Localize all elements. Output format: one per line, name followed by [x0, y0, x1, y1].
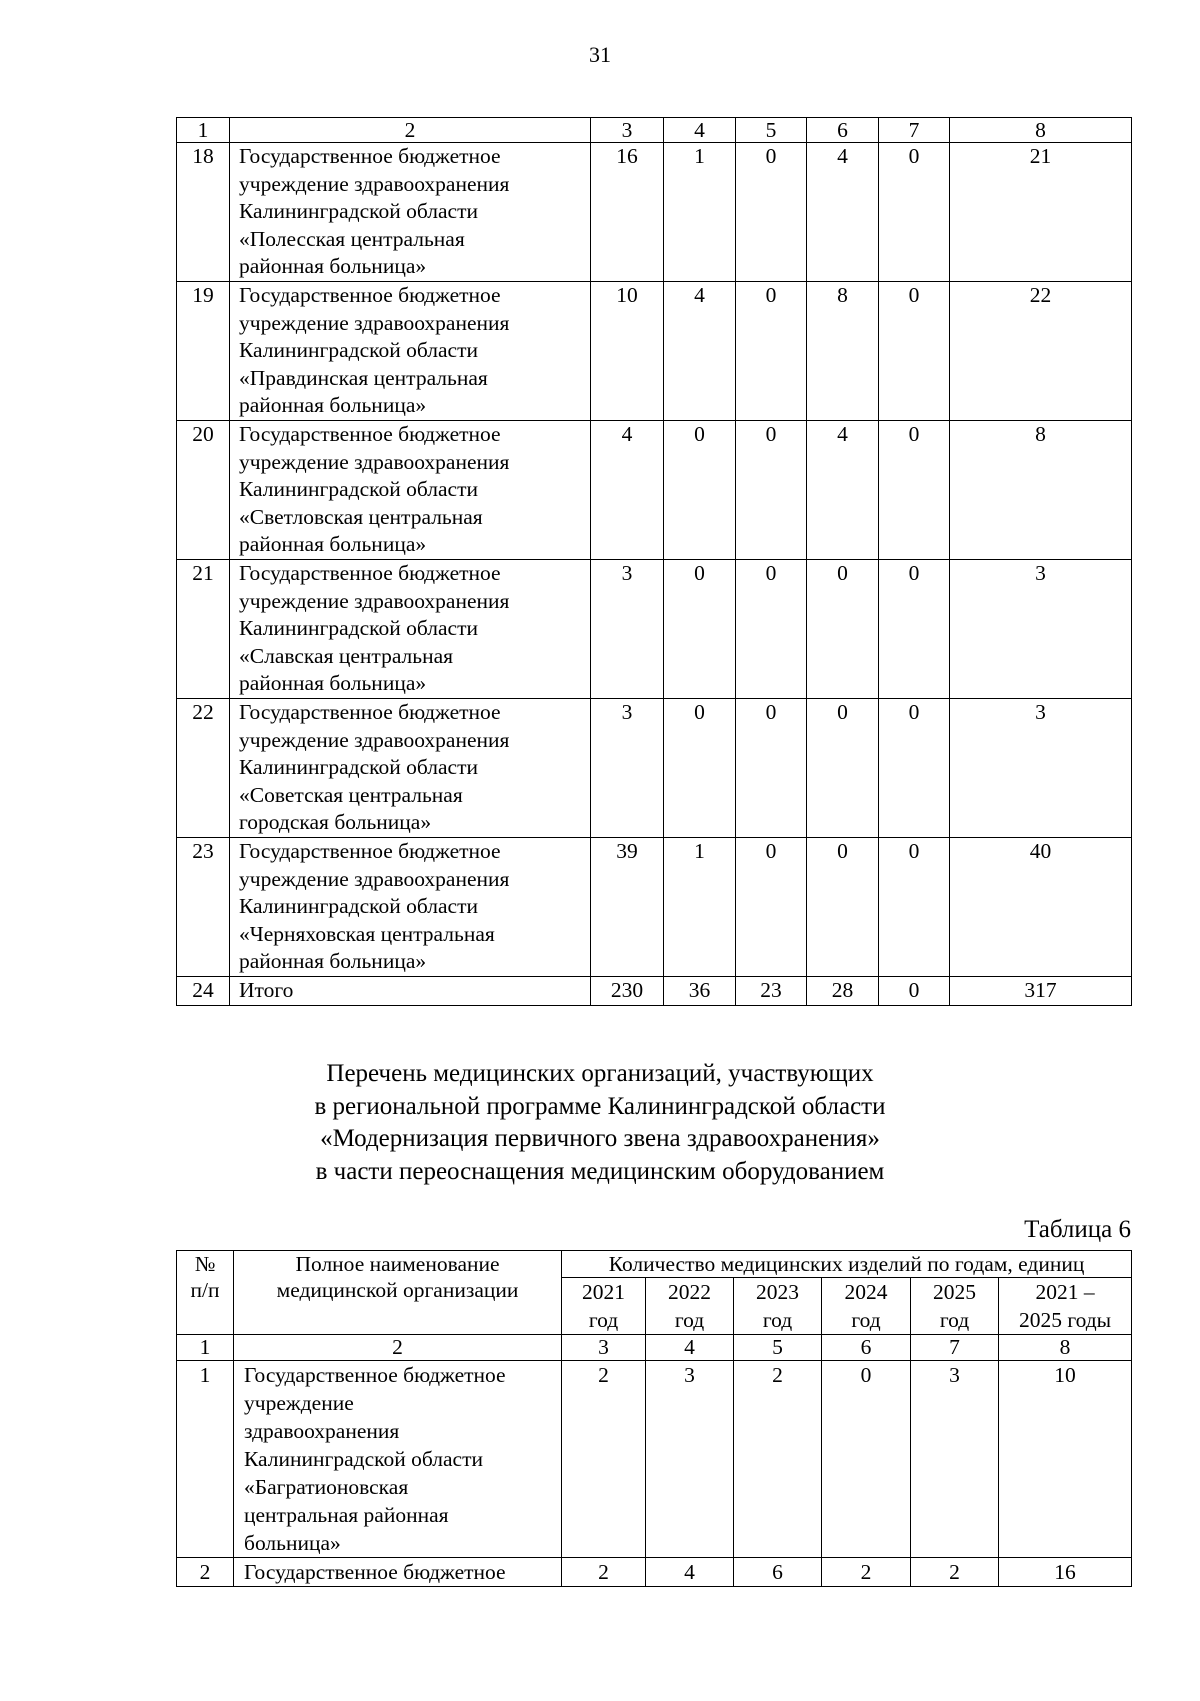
value-cell: 0: [664, 699, 736, 838]
value-cell: 3: [591, 560, 664, 699]
name-line: районная больница»: [239, 532, 427, 556]
name-line: учреждение здравоохранения: [239, 310, 510, 335]
header-org-name: [234, 1251, 562, 1335]
total-cell: 40: [950, 838, 1132, 977]
table-row: [177, 699, 1132, 838]
value-cell: 23: [736, 977, 807, 1006]
name-line: Государственное бюджетное: [239, 144, 501, 168]
name-line: «Черняховская центральная: [239, 921, 495, 946]
name-line: городская больница»: [239, 810, 432, 834]
name-line: учреждение здравоохранения: [239, 727, 510, 752]
value-cell: 0: [736, 838, 807, 977]
table-6-label: Таблица 6: [1024, 1216, 1131, 1243]
value-cell: 0: [736, 421, 807, 560]
row-number: 2: [177, 1558, 234, 1587]
row-number: 24: [177, 977, 230, 1006]
total-cell: 22: [950, 282, 1132, 421]
name-line: больница»: [244, 1531, 341, 1555]
value-cell: 4: [807, 421, 879, 560]
column-number: 7: [879, 118, 950, 143]
value-cell: 2: [562, 1558, 646, 1587]
value-cell: 0: [879, 838, 950, 977]
table-row: [177, 1558, 1132, 1587]
row-number: 22: [177, 699, 230, 838]
header-line: Полное наименование: [295, 1252, 500, 1276]
value-cell: 0: [736, 699, 807, 838]
heading-line: в части переоснащения медицинским оборудованием: [315, 1157, 885, 1185]
year-top: 2021 –: [1035, 1280, 1095, 1304]
year-top: 2025: [933, 1280, 976, 1304]
value-cell: 0: [822, 1361, 911, 1558]
organization-name: [230, 838, 591, 977]
total-label: Итого: [230, 977, 591, 1006]
year-top: 2022: [668, 1280, 711, 1304]
name-line: Калининградской области: [239, 199, 478, 223]
header-number: [177, 1251, 234, 1335]
table-row: [177, 282, 1132, 421]
name-line: Калининградской области: [239, 616, 478, 640]
header-row-1: [177, 1251, 1132, 1278]
column-number: 3: [591, 118, 664, 143]
organization-name: [230, 143, 591, 282]
column-number: 1: [177, 118, 230, 143]
column-number: 7: [911, 1335, 999, 1361]
name-line: учреждение: [244, 1391, 354, 1415]
row-number: 1: [177, 1361, 234, 1558]
name-line: Калининградской области: [244, 1447, 483, 1471]
name-line: Государственное бюджетное: [239, 283, 501, 307]
total-cell: 10: [999, 1361, 1132, 1558]
value-cell: 36: [664, 977, 736, 1006]
year-top: 2024: [844, 1280, 888, 1304]
year-top: 2023: [756, 1280, 799, 1304]
heading-line: Перечень медицинских организаций, участвующих: [326, 1060, 874, 1087]
value-cell: 0: [807, 838, 879, 977]
table-row: [177, 838, 1132, 977]
value-cell: 2: [911, 1558, 999, 1587]
total-cell: 317: [950, 977, 1132, 1006]
value-cell: 2: [822, 1558, 911, 1587]
value-cell: 3: [646, 1361, 734, 1558]
value-cell: 0: [736, 143, 807, 282]
value-cell: 0: [736, 282, 807, 421]
column-number: 3: [562, 1335, 646, 1361]
column-number: 1: [177, 1335, 234, 1361]
column-number: 5: [736, 118, 807, 143]
name-line: «Советская центральная: [239, 782, 463, 807]
table-row: [177, 143, 1132, 282]
value-cell: 6: [734, 1558, 822, 1587]
header-year: [646, 1278, 734, 1335]
column-number: 6: [822, 1335, 911, 1361]
table-6: [176, 1250, 1132, 1587]
value-cell: 4: [664, 282, 736, 421]
total-cell: 3: [950, 560, 1132, 699]
table-row: [177, 560, 1132, 699]
value-cell: 39: [591, 838, 664, 977]
name-line: Государственное бюджетное: [239, 422, 501, 446]
year-bottom: 2025 годы: [1018, 1308, 1112, 1332]
value-cell: 10: [591, 282, 664, 421]
name-line: «Багратионовская: [244, 1475, 409, 1499]
column-number: 2: [234, 1335, 562, 1361]
value-cell: 4: [807, 143, 879, 282]
row-number: 19: [177, 282, 230, 421]
row-number: 20: [177, 421, 230, 560]
name-line: районная больница»: [239, 393, 427, 417]
name-line: «Славская центральная: [239, 643, 454, 668]
row-number: 21: [177, 560, 230, 699]
value-cell: 0: [664, 421, 736, 560]
header-year: [734, 1278, 822, 1335]
header-year: [911, 1278, 999, 1335]
name-line: Государственное бюджетное: [244, 1560, 506, 1584]
name-line: Калининградской области: [239, 755, 478, 779]
name-line: «Правдинская центральная: [239, 365, 488, 390]
year-top: 2021: [582, 1280, 625, 1304]
name-line: районная больница»: [239, 949, 427, 973]
header-line: п/п: [190, 1278, 220, 1302]
name-line: здравоохранения: [244, 1419, 400, 1443]
total-cell: 8: [950, 421, 1132, 560]
column-number: 4: [664, 118, 736, 143]
table-row: [177, 1361, 1132, 1558]
name-line: Калининградской области: [239, 477, 478, 501]
organization-name: [234, 1558, 562, 1587]
value-cell: 230: [591, 977, 664, 1006]
name-line: Государственное бюджетное: [239, 561, 501, 585]
header-year-total: [999, 1278, 1132, 1335]
value-cell: 0: [664, 560, 736, 699]
header-line: №: [194, 1252, 216, 1276]
value-cell: 3: [591, 699, 664, 838]
value-cell: 28: [807, 977, 879, 1006]
year-bottom: год: [762, 1308, 793, 1332]
column-number-row: [177, 1335, 1132, 1361]
column-number: 8: [999, 1335, 1132, 1361]
value-cell: 4: [646, 1558, 734, 1587]
year-bottom: год: [674, 1308, 705, 1332]
total-cell: 3: [950, 699, 1132, 838]
name-line: Калининградской области: [239, 894, 478, 918]
name-line: учреждение здравоохранения: [239, 171, 510, 196]
organization-name: [230, 421, 591, 560]
value-cell: 0: [879, 977, 950, 1006]
value-cell: 0: [879, 699, 950, 838]
name-line: районная больница»: [239, 254, 427, 278]
value-cell: 0: [807, 699, 879, 838]
column-number: 8: [950, 118, 1132, 143]
name-line: учреждение здравоохранения: [239, 588, 510, 613]
name-line: центральная районная: [244, 1503, 449, 1527]
section-heading: [0, 1058, 1200, 1188]
value-cell: 0: [879, 143, 950, 282]
name-line: «Светловская центральная: [239, 504, 483, 529]
header-line: медицинской организации: [276, 1278, 519, 1302]
table-row: [177, 421, 1132, 560]
value-cell: 8: [807, 282, 879, 421]
value-cell: 1: [664, 838, 736, 977]
value-cell: 1: [664, 143, 736, 282]
organization-name: [234, 1361, 562, 1558]
name-line: «Полесская центральная: [239, 226, 465, 251]
year-bottom: год: [588, 1308, 619, 1332]
organization-name: [230, 560, 591, 699]
value-cell: 2: [734, 1361, 822, 1558]
name-line: Государственное бюджетное: [244, 1363, 506, 1387]
column-number: 6: [807, 118, 879, 143]
row-number: 18: [177, 143, 230, 282]
value-cell: 0: [879, 560, 950, 699]
heading-line: в региональной программе Калининградской области: [314, 1092, 886, 1120]
page-number: 31: [589, 42, 611, 67]
row-number: 23: [177, 838, 230, 977]
organization-name: [230, 282, 591, 421]
name-line: учреждение здравоохранения: [239, 866, 510, 891]
header-year: [822, 1278, 911, 1335]
header-quantity-group: Количество медицинских изделий по годам, единиц: [562, 1251, 1132, 1278]
organization-name: [230, 699, 591, 838]
value-cell: 0: [807, 560, 879, 699]
total-cell: 16: [999, 1558, 1132, 1587]
column-number: 2: [230, 118, 591, 143]
heading-line: «Модернизация первичного звена здравоохранения»: [320, 1125, 880, 1152]
value-cell: 0: [736, 560, 807, 699]
value-cell: 4: [591, 421, 664, 560]
name-line: Калининградской области: [239, 338, 478, 362]
year-bottom: год: [939, 1308, 970, 1332]
column-number: 5: [734, 1335, 822, 1361]
name-line: Государственное бюджетное: [239, 839, 501, 863]
value-cell: 0: [879, 282, 950, 421]
column-number-row: [177, 118, 1132, 143]
column-number: 4: [646, 1335, 734, 1361]
total-cell: 21: [950, 143, 1132, 282]
name-line: районная больница»: [239, 671, 427, 695]
year-bottom: год: [851, 1308, 881, 1332]
value-cell: 2: [562, 1361, 646, 1558]
value-cell: 16: [591, 143, 664, 282]
table-5-continuation: [176, 117, 1132, 1006]
total-row: [177, 977, 1132, 1006]
header-year: [562, 1278, 646, 1335]
name-line: учреждение здравоохранения: [239, 449, 510, 474]
name-line: Государственное бюджетное: [239, 700, 501, 724]
value-cell: 0: [879, 421, 950, 560]
value-cell: 3: [911, 1361, 999, 1558]
